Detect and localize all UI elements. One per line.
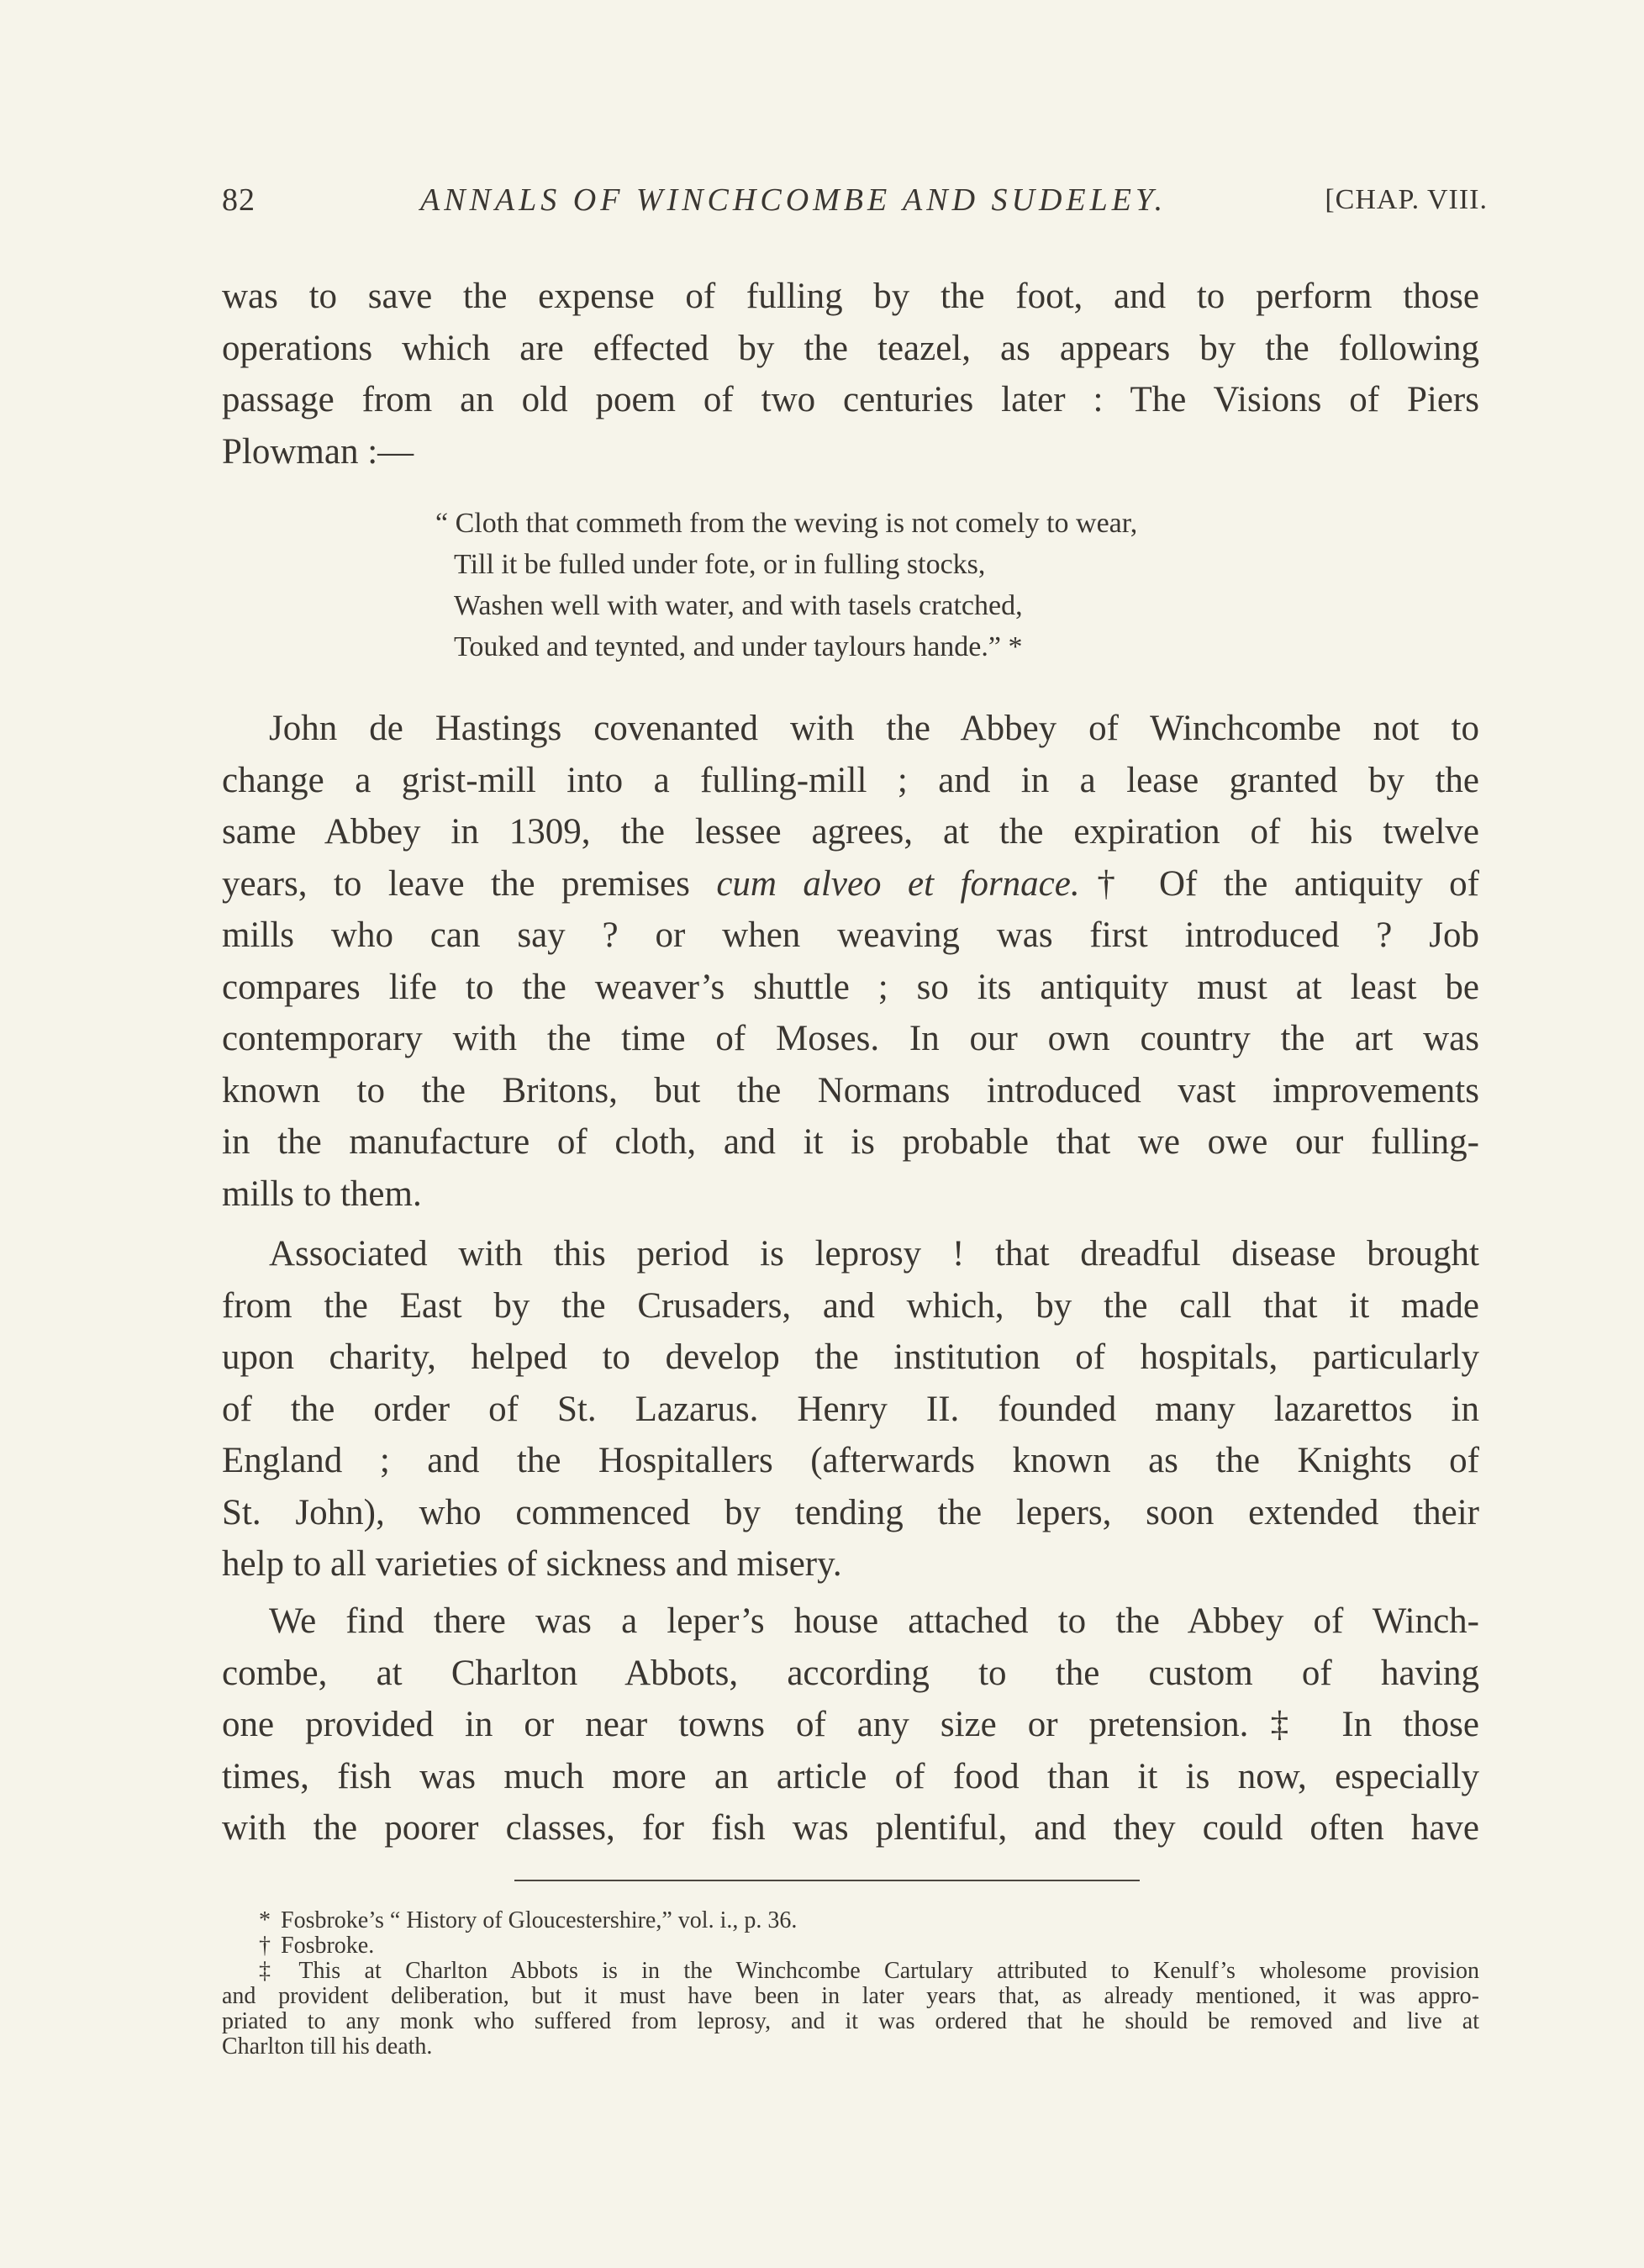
footnote-text: Fosbroke. (281, 1933, 375, 1959)
text-line: St. John), who commenced by tending the lepers, soon extended their (222, 1492, 1479, 1532)
footnote-divider (514, 1880, 1140, 1881)
footnote-2 (222, 1933, 1479, 1959)
text-line: from the East by the Crusaders, and which, by the call that it made (222, 1285, 1479, 1326)
text-line: known to the Britons, but the Normans introduced vast improvements (222, 1070, 1479, 1110)
text-line: with the poorer classes, for fish was plentiful, and they could often have (222, 1808, 1479, 1848)
verse-line: “ Cloth that commeth from the weving is not comely to wear, (435, 508, 1138, 539)
text-line: passage from an old poem of two centuries later : The Visions of Piers (222, 380, 1479, 419)
text-line: John de Hastings covenanted with the Abbey of Winchcombe not to (269, 709, 1479, 748)
footnote-line: and provident deliberation, but it must have been in later years that, as already mentioned, it was appro- (222, 1983, 1479, 2009)
verse-line: Washen well with water, and with tasels cratched, (454, 590, 1023, 621)
text-line: same Abbey in 1309, the lessee agrees, at the expiration of his twelve (222, 812, 1479, 852)
footnote-text: This at Charlton Abbots is in the Winchcombe Cartulary attributed to Kenulf’s wholesome provision (298, 1958, 1480, 1984)
text-line: mills to them. (222, 1174, 422, 1214)
footnote-3 (222, 1959, 1479, 1984)
text-line: operations which are effected by the teazel, as appears by the following (222, 328, 1479, 368)
text-line: one provided in or near towns of any size or pretension.‡ In those (222, 1705, 1479, 1744)
text-line: in the manufacture of cloth, and it is probable that we owe our fulling- (222, 1122, 1479, 1162)
verse-line: Touked and teynted, and under taylours hande.” * (454, 631, 1023, 662)
text-line: help to all varieties of sickness and misery. (222, 1544, 842, 1584)
text-segment: † Of the antiquity of (1079, 863, 1479, 904)
verse-line: Till it be fulled under fote, or in fulling stocks, (454, 549, 986, 580)
text-line: combe, at Charlton Abbots, according to the custom of having (222, 1653, 1479, 1693)
footnote-line: priated to any monk who suffered from leprosy, and it was ordered that he should be removed and live at (222, 2008, 1479, 2034)
text-line: contemporary with the time of Moses. In our own country the art was (222, 1019, 1479, 1058)
text-line: Plowman :— (222, 431, 414, 472)
footnote-marker: ‡ (259, 1958, 289, 1984)
page-number: 82 (222, 182, 256, 218)
text-line: compares life to the weaver’s shuttle ; so its antiquity must at least be (222, 967, 1479, 1007)
latin-phrase: cum alveo et fornace. (716, 863, 1080, 904)
text-line: times, fish was much more an article of food than it is now, especially (222, 1756, 1479, 1796)
paragraph-1 (222, 271, 1479, 477)
verse-quotation (435, 503, 1210, 667)
text-line: England ; and the Hospitallers (afterwards known as the Knights of (222, 1441, 1479, 1480)
text-line: was to save the expense of fulling by the foot, and to perform those (222, 277, 1479, 316)
running-title: ANNALS OF WINCHCOMBE AND SUDELEY. (420, 182, 1167, 218)
chapter-reference: [CHAP. VIII. (1325, 184, 1488, 215)
footnote-marker: * (259, 1907, 271, 1933)
text-line-with-latin (222, 858, 1479, 910)
text-line: Associated with this period is leprosy ! that dreadful disease brought (269, 1234, 1479, 1274)
text-line: We find there was a leper’s house attached to the Abbey of Winch- (269, 1601, 1479, 1641)
footnote-line: Charlton till his death. (222, 2033, 433, 2060)
footnote-text: Fosbroke’s “ History of Gloucestershire,” vol. i., p. 36. (281, 1907, 798, 1933)
text-line: change a grist-mill into a fulling-mill ; and in a lease granted by the (222, 760, 1479, 800)
paragraph-4 (222, 1596, 1479, 1854)
footnote-1 (222, 1908, 1479, 1933)
text-line: of the order of St. Lazarus. Henry II. founded many lazarettos in (222, 1389, 1479, 1429)
text-line: upon charity, helped to develop the institution of hospitals, particularly (222, 1337, 1479, 1377)
running-header (222, 178, 1488, 222)
text-segment: years, to leave the premises (222, 863, 717, 904)
text-line: mills who can say ? or when weaving was first introduced ? Job (222, 915, 1479, 955)
footnote-marker: † (259, 1933, 271, 1959)
paragraph-2 (222, 703, 1479, 1220)
footnotes (222, 1908, 1479, 2060)
paragraph-3 (222, 1228, 1479, 1590)
